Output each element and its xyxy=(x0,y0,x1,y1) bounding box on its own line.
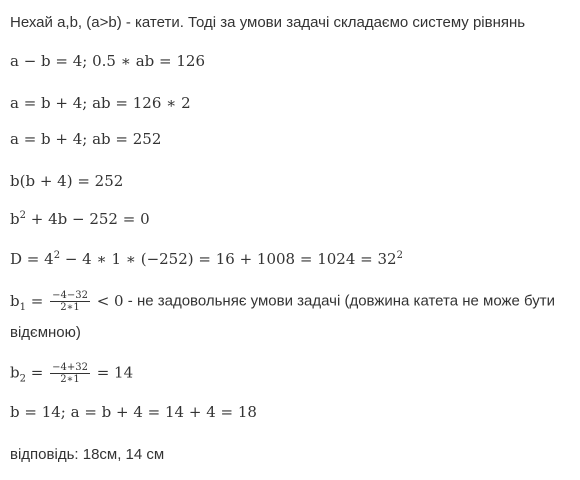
eq8-var: b xyxy=(10,363,20,382)
eq8-subscript: 2 xyxy=(19,373,26,385)
eq7-equals: = xyxy=(25,291,49,310)
eq7-numerator: −4−32 xyxy=(52,290,88,301)
eq7-subscript: 1 xyxy=(19,301,26,313)
eq5-base: b xyxy=(10,210,20,228)
eq7-denominator: 2∗1 xyxy=(60,302,80,313)
equation-2: a = b + 4; ab = 126 ∗ 2 xyxy=(10,94,191,112)
eq7-rest: < 0 xyxy=(91,291,124,310)
eq5-exponent: 2 xyxy=(19,210,26,221)
eq7-note-line-2: відємною) xyxy=(10,324,81,341)
eq7-var: b xyxy=(10,291,20,310)
eq7-fraction xyxy=(50,290,90,313)
eq6-middle: − 4 ∗ 1 ∗ (−252) = 16 + 1008 = 1024 = 32 xyxy=(60,250,397,268)
equation-1: a − b = 4; 0.5 ∗ ab = 126 xyxy=(10,52,205,70)
eq6-exponent-2: 2 xyxy=(396,250,403,261)
eq8-numerator: −4+32 xyxy=(52,362,88,373)
equation-root-2 xyxy=(10,362,133,385)
intro-text: Нехай a,b, (a>b) - катети. Тоді за умови задачі складаємо систему рівнянь xyxy=(10,14,526,31)
equation-3: a = b + 4; ab = 252 xyxy=(10,130,162,148)
eq8-fraction xyxy=(50,362,90,385)
eq7-math xyxy=(10,290,124,313)
equation-final: b = 14; a = b + 4 = 14 + 4 = 18 xyxy=(10,403,257,421)
answer-text: відповідь: 18см, 14 см xyxy=(10,446,165,463)
eq8-equals: = xyxy=(25,363,49,382)
eq8-denominator: 2∗1 xyxy=(60,374,80,385)
eq7-note-line-1: - не задовольняє умови задачі (довжина катета не може бути xyxy=(123,292,556,310)
eq5-rest: + 4b − 252 = 0 xyxy=(25,210,150,228)
equation-root-1 xyxy=(10,290,555,313)
equation-discriminant xyxy=(10,250,403,268)
eq6-lhs: D = 4 xyxy=(10,250,54,268)
equation-5 xyxy=(10,210,150,228)
equation-4: b(b + 4) = 252 xyxy=(10,172,124,190)
eq6-exponent-1: 2 xyxy=(53,250,61,261)
eq8-rest: = 14 xyxy=(91,363,134,382)
